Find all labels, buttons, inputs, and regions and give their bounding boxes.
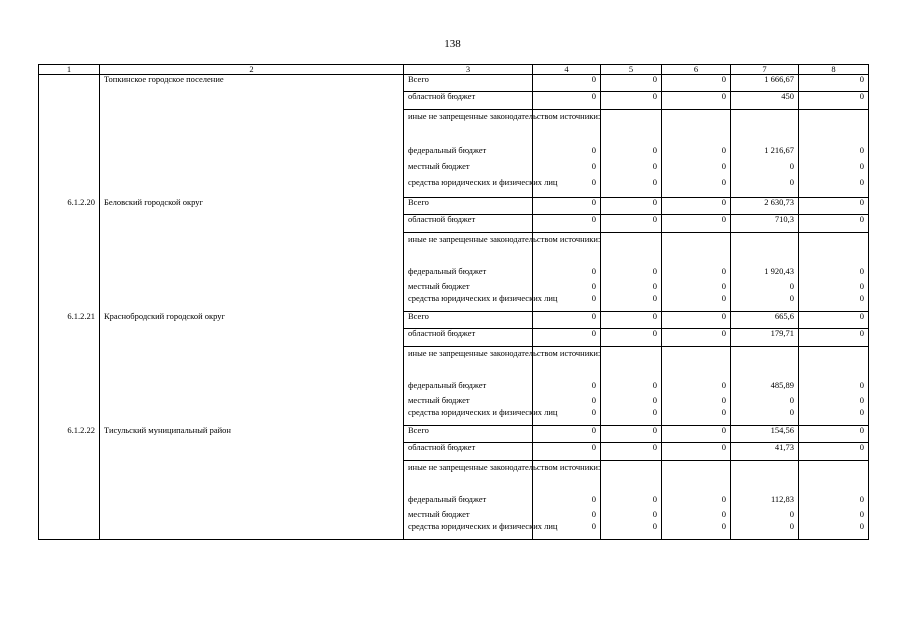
value-cell: 179,71 [731,329,799,347]
value-cell: 0 [662,312,731,329]
value-cell: 112,83 [731,495,799,510]
value-cell: 0 [799,92,869,110]
value-cell: 0 [662,267,731,282]
section-code: 6.1.2.20 [39,198,100,312]
value-cell: 0 [799,408,869,426]
row-label: местный бюджет [404,282,533,294]
total-row [39,75,869,92]
value-cell: 0 [601,312,662,329]
row-label: местный бюджет [404,396,533,408]
value-cell: 0 [731,294,799,312]
value-cell: 0 [601,146,662,162]
row-label: местный бюджет [404,510,533,522]
column-number: 3 [404,65,533,75]
value-cell: 0 [799,426,869,443]
value-cell: 0 [662,426,731,443]
municipality-name: Краснобродский городской округ [100,312,404,426]
value-cell: 0 [799,162,869,178]
value-cell: 0 [533,522,601,540]
value-cell: 0 [731,510,799,522]
value-cell: 0 [601,329,662,347]
value-cell: 0 [731,396,799,408]
row-label: Всего [404,75,533,92]
row-label: местный бюджет [404,162,533,178]
value-cell: 0 [662,408,731,426]
value-cell: 0 [601,162,662,178]
value-cell: 0 [601,282,662,294]
row-label: иные не запрещенные законодательством источники: [404,233,533,268]
value-cell: 0 [601,215,662,233]
value-cell: 0 [601,198,662,215]
municipality-name: Тисульский муниципальный район [100,426,404,540]
row-label: средства юридических и физических лиц [404,408,533,426]
value-cell: 665,6 [731,312,799,329]
value-cell: 1 920,43 [731,267,799,282]
row-label: федеральный бюджет [404,146,533,162]
column-number: 8 [799,65,869,75]
value-cell: 0 [601,443,662,461]
value-cell: 0 [601,495,662,510]
column-number: 6 [662,65,731,75]
value-cell: 0 [533,510,601,522]
column-number: 1 [39,65,100,75]
value-cell: 154,56 [731,426,799,443]
row-label: иные не запрещенные законодательством источники: [404,461,533,496]
value-cell: 0 [601,522,662,540]
value-cell: 0 [731,522,799,540]
section-code: 6.1.2.22 [39,426,100,540]
row-label: иные не запрещенные законодательством источники: [404,347,533,382]
value-cell: 0 [533,267,601,282]
row-label: федеральный бюджет [404,267,533,282]
value-cell: 0 [601,510,662,522]
value-cell: 0 [533,443,601,461]
value-cell: 0 [662,396,731,408]
financing-table [38,64,869,540]
value-cell: 0 [601,408,662,426]
value-cell: 0 [799,75,869,92]
row-label: областной бюджет [404,443,533,461]
value-cell: 0 [662,146,731,162]
column-number: 7 [731,65,799,75]
value-cell: 0 [533,381,601,396]
municipality-name: Беловский городской округ [100,198,404,312]
value-cell: 0 [662,294,731,312]
value-cell: 0 [662,162,731,178]
value-cell: 0 [662,282,731,294]
value-cell: 0 [533,146,601,162]
column-number-row [39,65,869,75]
total-row [39,312,869,329]
value-cell: 0 [533,329,601,347]
value-cell: 0 [799,146,869,162]
value-cell: 0 [601,381,662,396]
value-cell: 0 [731,408,799,426]
value-cell: 0 [601,75,662,92]
value-cell: 0 [662,510,731,522]
value-cell: 0 [533,75,601,92]
value-cell: 0 [662,75,731,92]
value-cell: 0 [662,495,731,510]
value-cell: 0 [533,408,601,426]
value-cell: 485,89 [731,381,799,396]
value-cell: 710,3 [731,215,799,233]
value-cell: 0 [662,215,731,233]
value-cell: 450 [731,92,799,110]
value-cell: 0 [799,294,869,312]
value-cell: 0 [799,178,869,198]
section-code: 6.1.2.21 [39,312,100,426]
total-row [39,198,869,215]
value-cell: 0 [533,215,601,233]
total-row [39,426,869,443]
value-cell: 0 [731,162,799,178]
value-cell: 0 [662,522,731,540]
value-cell: 0 [799,215,869,233]
value-cell: 0 [799,282,869,294]
value-cell: 0 [799,329,869,347]
row-label: средства юридических и физических лиц [404,522,533,540]
value-cell: 0 [799,267,869,282]
value-cell: 0 [533,178,601,198]
value-cell: 0 [662,443,731,461]
value-cell: 0 [533,198,601,215]
row-label: средства юридических и физических лиц [404,178,533,198]
row-label: Всего [404,198,533,215]
value-cell: 0 [533,312,601,329]
value-cell: 0 [601,396,662,408]
value-cell: 41,73 [731,443,799,461]
value-cell: 0 [799,443,869,461]
municipality-name: Топкинское городское поселение [100,75,404,198]
value-cell: 0 [731,282,799,294]
column-number: 2 [100,65,404,75]
value-cell: 0 [601,294,662,312]
value-cell: 0 [731,178,799,198]
row-label: иные не запрещенные законодательством источники: [404,110,533,147]
value-cell: 0 [799,381,869,396]
value-cell: 0 [662,381,731,396]
column-number: 4 [533,65,601,75]
value-cell: 0 [601,426,662,443]
value-cell: 0 [662,178,731,198]
value-cell: 0 [533,396,601,408]
row-label: Всего [404,312,533,329]
value-cell: 0 [799,396,869,408]
page-number: 138 [444,38,461,50]
value-cell: 0 [799,522,869,540]
value-cell: 0 [662,329,731,347]
value-cell: 2 630,73 [731,198,799,215]
value-cell: 0 [799,198,869,215]
value-cell: 0 [533,282,601,294]
column-number-header [39,65,869,75]
value-cell: 0 [601,267,662,282]
row-label: Всего [404,426,533,443]
value-cell: 0 [799,495,869,510]
value-cell: 0 [533,294,601,312]
section-code [39,75,100,198]
value-cell: 1 216,67 [731,146,799,162]
row-label: средства юридических и физических лиц [404,294,533,312]
row-label: областной бюджет [404,92,533,110]
table-body [39,75,869,540]
row-label: областной бюджет [404,215,533,233]
value-cell: 0 [533,495,601,510]
value-cell: 0 [662,198,731,215]
row-label: федеральный бюджет [404,495,533,510]
value-cell: 0 [533,162,601,178]
value-cell: 0 [662,92,731,110]
row-label: областной бюджет [404,329,533,347]
value-cell: 0 [799,510,869,522]
value-cell: 1 666,67 [731,75,799,92]
value-cell: 0 [799,312,869,329]
value-cell: 0 [533,426,601,443]
value-cell: 0 [601,92,662,110]
column-number: 5 [601,65,662,75]
value-cell: 0 [533,92,601,110]
row-label: федеральный бюджет [404,381,533,396]
value-cell: 0 [601,178,662,198]
